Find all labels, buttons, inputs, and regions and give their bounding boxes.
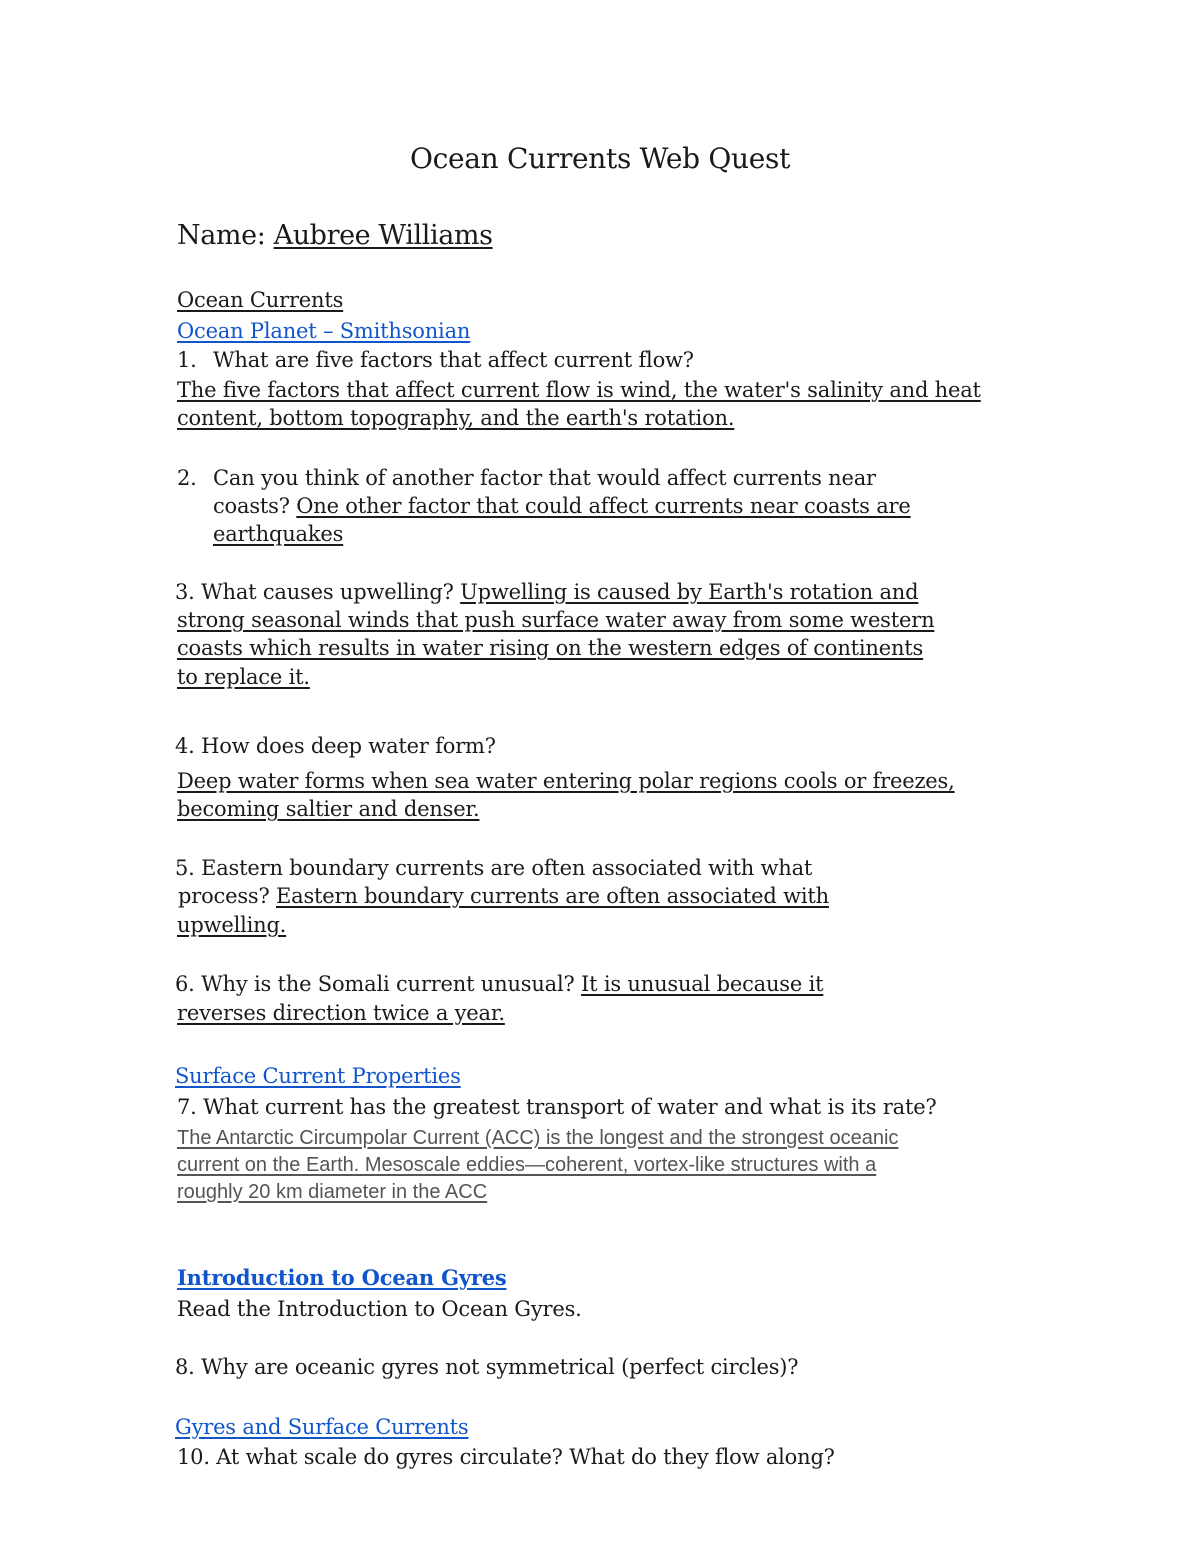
name-value: Aubree Williams: [273, 220, 493, 251]
link-gyres-and-surface-currents[interactable]: Gyres and Surface Currents: [175, 1415, 469, 1439]
question-text: What are five factors that affect current flow?: [213, 348, 694, 372]
question-5-line-2: [178, 882, 829, 910]
answer-1-line-2: content, bottom topography, and the earth's rotation.: [177, 406, 735, 430]
question-1: [177, 346, 694, 374]
name-row: [177, 220, 493, 251]
question-4: 4. How does deep water form?: [175, 734, 496, 758]
answer-2: One other factor that could affect currents near coasts are: [296, 494, 911, 518]
section-heading-ocean-currents: Ocean Currents: [177, 288, 344, 312]
answer-6-line-2: reverses direction twice a year.: [177, 1001, 505, 1025]
question-2: [177, 464, 876, 492]
instruction-text: Read the Introduction to Ocean Gyres.: [177, 1297, 582, 1321]
page-title: Ocean Currents Web Quest: [409, 142, 791, 175]
answer-5: Eastern boundary currents are often associated with: [276, 884, 829, 908]
link-ocean-planet-smithsonian[interactable]: Ocean Planet – Smithsonian: [177, 319, 471, 343]
question-number: 2.: [177, 466, 197, 490]
question-6: [175, 970, 823, 998]
answer-4-line-2: becoming saltier and denser.: [177, 797, 480, 821]
answer-5-line-2: upwelling.: [177, 913, 287, 937]
question-number: 1.: [177, 348, 197, 372]
question-text: Can you think of another factor that would affect currents near: [213, 466, 876, 490]
question-3: [175, 578, 918, 606]
answer-3-line-4: to replace it.: [177, 665, 310, 689]
answer-3-line-3: coasts which results in water rising on the western edges of continents: [177, 636, 924, 660]
question-7: 7. What current has the greatest transport of water and what is its rate?: [177, 1095, 937, 1119]
answer-4-line-1: Deep water forms when sea water entering polar regions cools or freezes,: [177, 769, 955, 793]
answer-7-line-3: roughly 20 km diameter in the ACC: [177, 1181, 488, 1203]
answer-7-line-1: The Antarctic Circumpolar Current (ACC) is the longest and the strongest oceanic: [177, 1127, 899, 1149]
question-text: coasts?: [213, 494, 297, 518]
question-2-line-2: [213, 492, 911, 520]
name-label: Name:: [177, 220, 266, 251]
question-text: 3. What causes upwelling?: [175, 580, 461, 604]
question-8: 8. Why are oceanic gyres not symmetrical (perfect circles)?: [175, 1355, 799, 1379]
answer-1-line-1: The five factors that affect current flow is wind, the water's salinity and heat: [177, 378, 981, 402]
answer-3: Upwelling is caused by Earth's rotation and: [460, 580, 919, 604]
answer-2-line-2: earthquakes: [213, 522, 344, 546]
answer-3-line-2: strong seasonal winds that push surface water away from some western: [177, 608, 935, 632]
answer-7-line-2: current on the Earth. Mesoscale eddies—coherent, vortex-like structures with a: [177, 1154, 877, 1176]
question-10: 10. At what scale do gyres circulate? What do they flow along?: [177, 1445, 835, 1469]
question-5: 5. Eastern boundary currents are often associated with what: [175, 856, 813, 880]
answer-6: It is unusual because it: [581, 972, 824, 996]
question-text: 6. Why is the Somali current unusual?: [175, 972, 582, 996]
link-introduction-to-ocean-gyres[interactable]: Introduction to Ocean Gyres: [177, 1265, 507, 1290]
question-text: process?: [178, 884, 277, 908]
link-surface-current-properties[interactable]: Surface Current Properties: [175, 1064, 461, 1088]
